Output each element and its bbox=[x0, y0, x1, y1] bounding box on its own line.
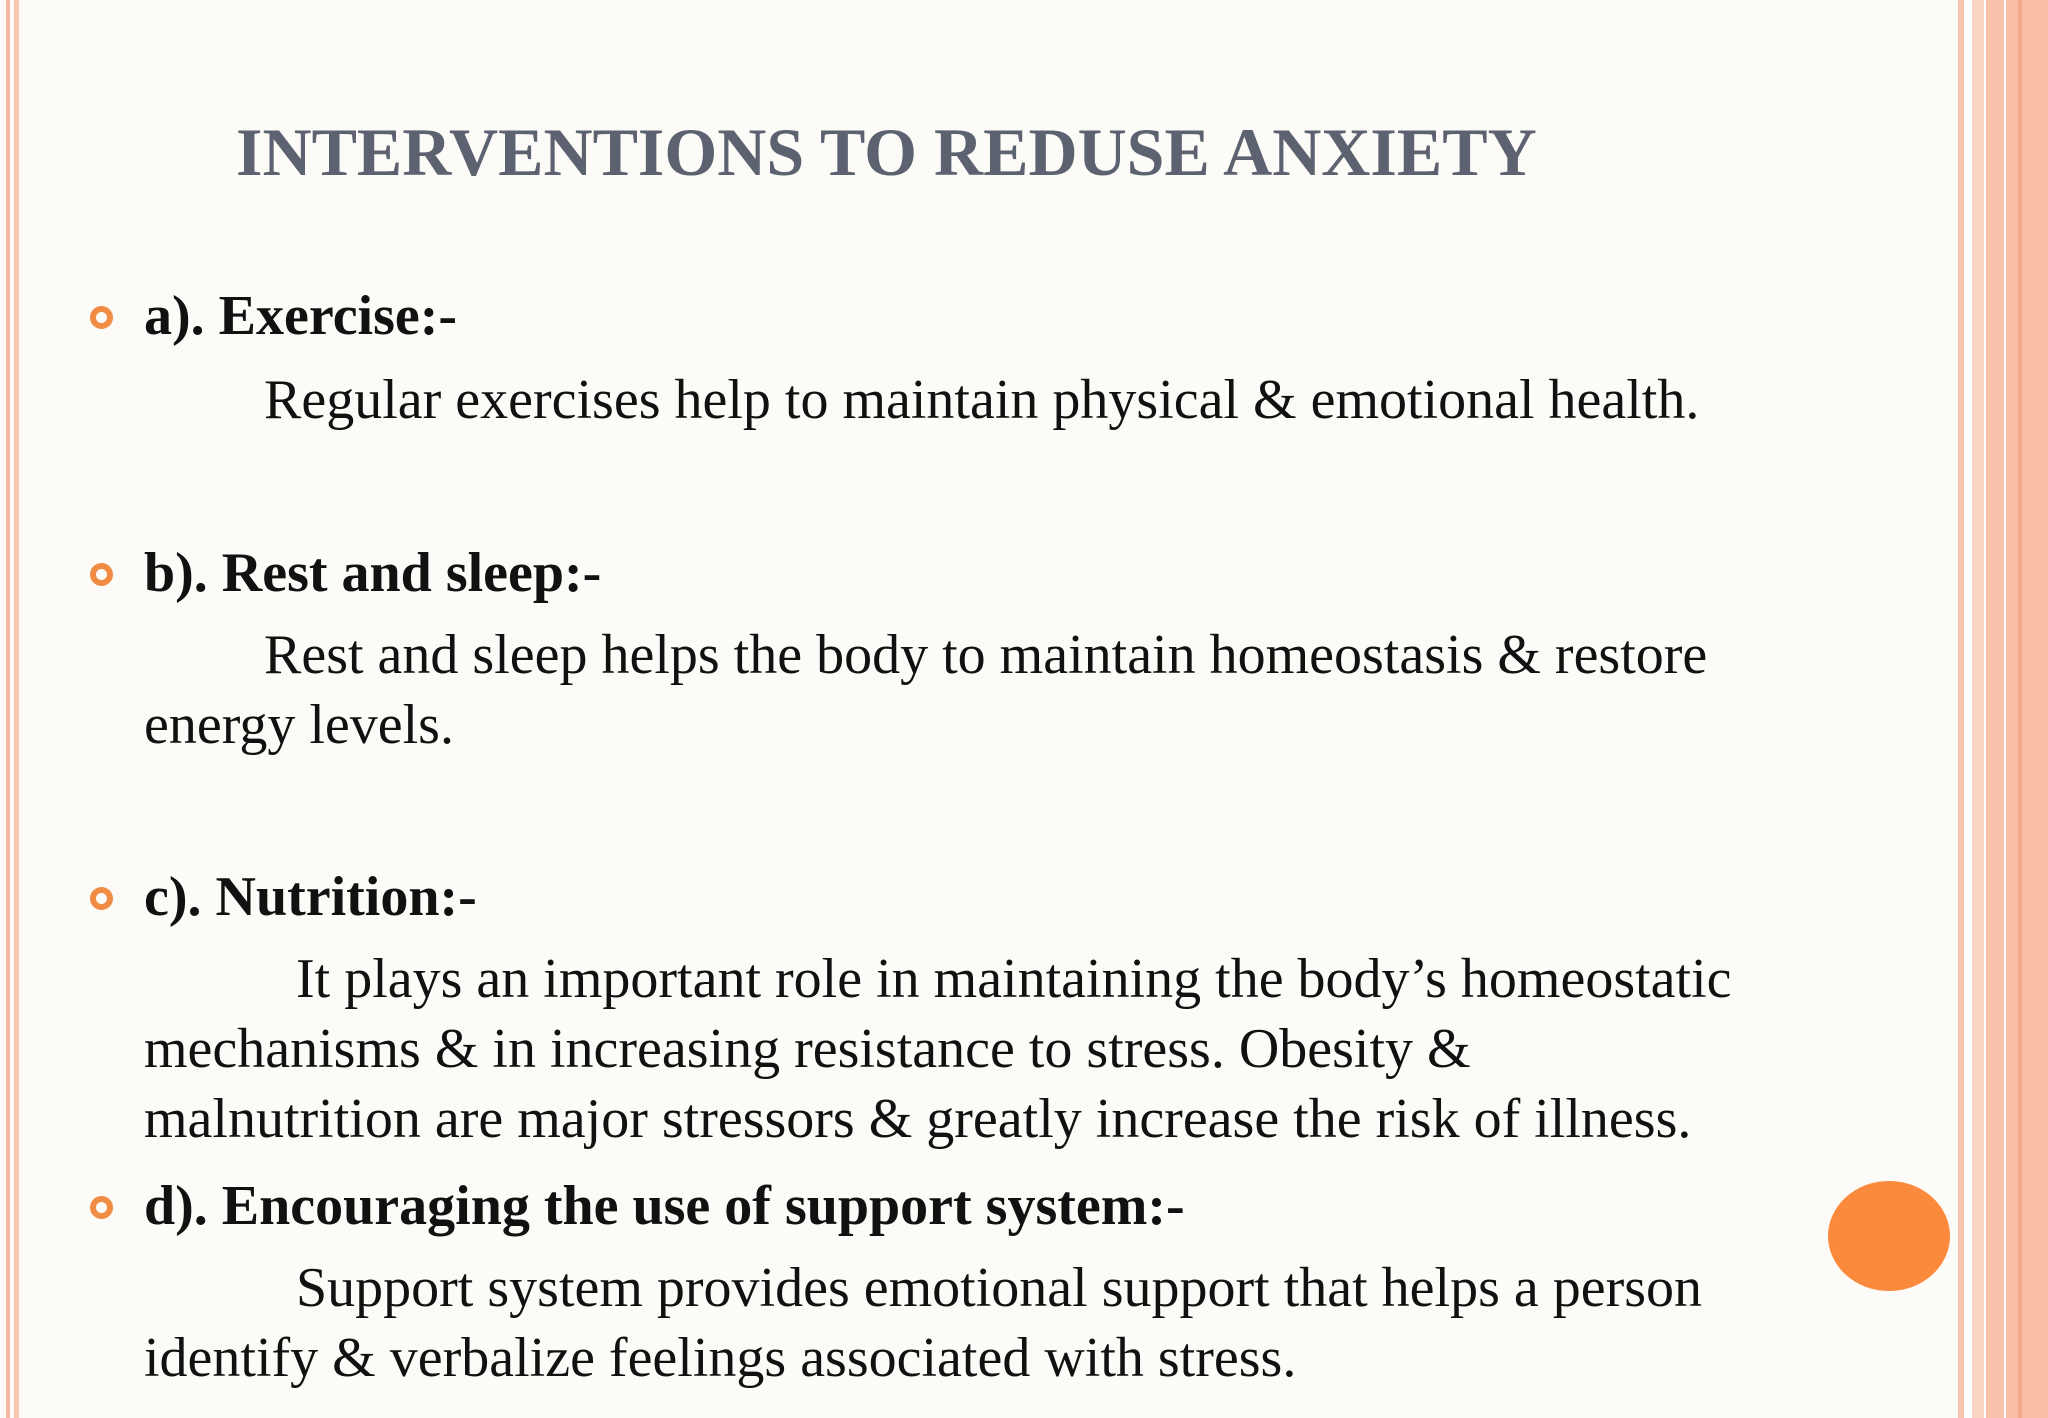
ring-bullet-icon bbox=[90, 1196, 113, 1219]
body-line: malnutrition are major stressors & greatly increase the risk of illness. bbox=[144, 1088, 1692, 1150]
ring-bullet-icon bbox=[90, 887, 113, 910]
section-heading-support-system: d). Encouraging the use of support system:- bbox=[144, 1175, 1185, 1237]
body-line: energy levels. bbox=[144, 694, 454, 756]
body-line: Support system provides emotional support that helps a person bbox=[296, 1257, 1703, 1319]
body-line: It plays an important role in maintaining the body’s homeostatic bbox=[296, 948, 1732, 1010]
section-body-rest-sleep bbox=[144, 620, 2014, 760]
ring-bullet-icon bbox=[90, 306, 113, 329]
section-heading-nutrition: c). Nutrition:- bbox=[144, 866, 477, 928]
left-border-stripe bbox=[14, 0, 19, 1418]
body-line: mechanisms & in increasing resistance to stress. Obesity & bbox=[144, 1018, 1471, 1080]
section-heading-rest-sleep: b). Rest and sleep:- bbox=[144, 542, 602, 604]
section-heading-exercise: a). Exercise:- bbox=[144, 285, 458, 347]
body-line: identify & verbalize feelings associated with stress. bbox=[144, 1327, 1297, 1389]
slide-title: INTERVENTIONS TO REDUSE ANXIETY bbox=[236, 114, 1537, 190]
orange-circle-icon bbox=[1828, 1181, 1950, 1291]
section-body-nutrition bbox=[144, 944, 2014, 1154]
ring-bullet-icon bbox=[90, 563, 113, 586]
left-border-stripe bbox=[6, 0, 10, 1418]
body-line: Rest and sleep helps the body to maintain homeostasis & restore bbox=[264, 624, 1708, 686]
right-border-stripe bbox=[2018, 0, 2022, 1418]
section-body-support-system bbox=[144, 1253, 2014, 1393]
body-line: Regular exercises help to maintain physical & emotional health. bbox=[264, 369, 1700, 431]
section-body-exercise bbox=[144, 365, 2014, 435]
